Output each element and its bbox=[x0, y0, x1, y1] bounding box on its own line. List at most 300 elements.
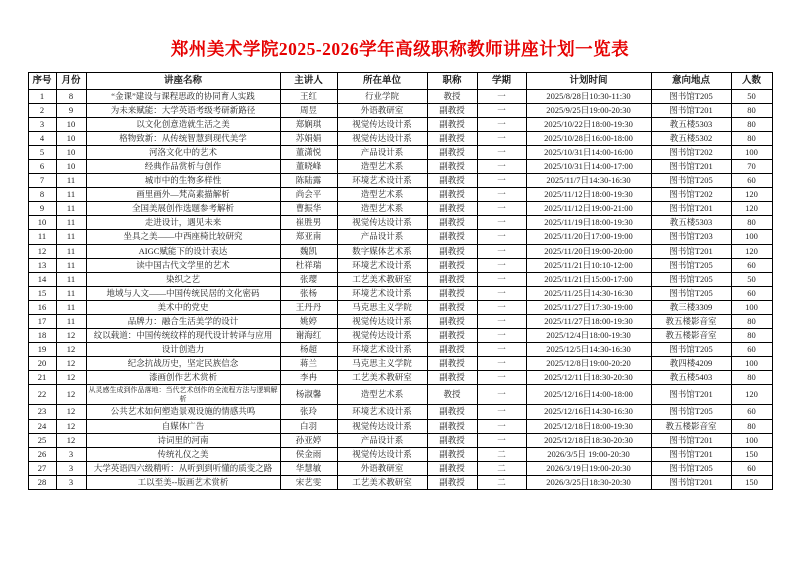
table-cell: 图书馆T205 bbox=[651, 90, 731, 104]
table-cell: 一 bbox=[477, 118, 526, 132]
table-cell: 副教授 bbox=[427, 461, 477, 475]
table-cell: 60 bbox=[731, 258, 772, 272]
table-cell: 副教授 bbox=[427, 447, 477, 461]
table-row bbox=[28, 342, 772, 356]
table-cell: 教授 bbox=[427, 384, 477, 405]
column-header: 人数 bbox=[731, 73, 772, 90]
table-cell: 6 bbox=[28, 160, 56, 174]
table-cell: 11 bbox=[56, 272, 86, 286]
table-cell: 外语教研室 bbox=[337, 104, 427, 118]
table-row bbox=[28, 314, 772, 328]
table-cell: 图书馆T201 bbox=[651, 160, 731, 174]
table-cell: 图书馆T203 bbox=[651, 230, 731, 244]
table-cell: 150 bbox=[731, 447, 772, 461]
table-cell: 视觉传达设计系 bbox=[337, 132, 427, 146]
table-cell: 11 bbox=[56, 216, 86, 230]
table-cell: 视觉传达设计系 bbox=[337, 118, 427, 132]
table-cell: 图书馆T205 bbox=[651, 286, 731, 300]
table-cell: 2025/10/31日14:00-17:00 bbox=[526, 160, 651, 174]
table-cell: 崔胜男 bbox=[280, 216, 337, 230]
table-cell: 二 bbox=[477, 475, 526, 489]
table-cell: 11 bbox=[56, 300, 86, 314]
table-cell: 教授 bbox=[427, 90, 477, 104]
table-cell: 副教授 bbox=[427, 286, 477, 300]
table-cell: 工以至美--版画艺术赏析 bbox=[86, 475, 280, 489]
table-cell: 一 bbox=[477, 314, 526, 328]
table-row bbox=[28, 174, 772, 188]
table-cell: 马克思主义学院 bbox=[337, 356, 427, 370]
table-cell: 教五楼5303 bbox=[651, 216, 731, 230]
table-cell: 公共艺术如何塑造景观设施的情感共鸣 bbox=[86, 405, 280, 419]
table-cell: 副教授 bbox=[427, 146, 477, 160]
table-cell: 造型艺术系 bbox=[337, 384, 427, 405]
table-cell: 周昱 bbox=[280, 104, 337, 118]
table-cell: 纹以载道：中国传统纹样的现代设计转译与应用 bbox=[86, 328, 280, 342]
table-cell: 环境艺术设计系 bbox=[337, 174, 427, 188]
table-cell: 3 bbox=[56, 461, 86, 475]
table-cell: 产品设计系 bbox=[337, 146, 427, 160]
table-cell: 一 bbox=[477, 384, 526, 405]
table-cell: 副教授 bbox=[427, 419, 477, 433]
column-header: 职称 bbox=[427, 73, 477, 90]
table-cell: 白羽 bbox=[280, 419, 337, 433]
column-header: 主讲人 bbox=[280, 73, 337, 90]
table-cell: 一 bbox=[477, 258, 526, 272]
table-cell: 张杨 bbox=[280, 286, 337, 300]
table-cell: 一 bbox=[477, 244, 526, 258]
table-cell: 一 bbox=[477, 272, 526, 286]
table-cell: 郑娴琪 bbox=[280, 118, 337, 132]
table-cell: 一 bbox=[477, 202, 526, 216]
table-cell: 9 bbox=[56, 104, 86, 118]
table-cell: 图书馆T205 bbox=[651, 272, 731, 286]
table-cell: 2025/12/18日18:00-19:30 bbox=[526, 419, 651, 433]
table-cell: 全国美展创作选题参考解析 bbox=[86, 202, 280, 216]
table-cell: 陈陆露 bbox=[280, 174, 337, 188]
table-cell: 副教授 bbox=[427, 342, 477, 356]
table-row bbox=[28, 433, 772, 447]
table-cell: 120 bbox=[731, 188, 772, 202]
table-row bbox=[28, 356, 772, 370]
table-cell: 河洛文化中的艺术 bbox=[86, 146, 280, 160]
table-cell: 一 bbox=[477, 104, 526, 118]
table-row bbox=[28, 202, 772, 216]
table-cell: 董晓峰 bbox=[280, 160, 337, 174]
table-cell: 造型艺术系 bbox=[337, 160, 427, 174]
table-cell: 2025/12/11日18:30-20:30 bbox=[526, 370, 651, 384]
table-cell: 一 bbox=[477, 342, 526, 356]
table-cell: 13 bbox=[28, 258, 56, 272]
table-cell: 传统礼仪之美 bbox=[86, 447, 280, 461]
table-cell: 3 bbox=[56, 475, 86, 489]
table-cell: 副教授 bbox=[427, 272, 477, 286]
table-cell: 100 bbox=[731, 356, 772, 370]
table-cell: 一 bbox=[477, 356, 526, 370]
table-cell: 一 bbox=[477, 328, 526, 342]
table-cell: 2025/12/18日18:30-20:30 bbox=[526, 433, 651, 447]
table-cell: 姚婷 bbox=[280, 314, 337, 328]
table-cell: 17 bbox=[28, 314, 56, 328]
table-cell: 副教授 bbox=[427, 300, 477, 314]
table-row bbox=[28, 258, 772, 272]
table-cell: 80 bbox=[731, 118, 772, 132]
table-cell: 谢海红 bbox=[280, 328, 337, 342]
table-row bbox=[28, 328, 772, 342]
table-cell: 环境艺术设计系 bbox=[337, 405, 427, 419]
table-cell: 董潇悦 bbox=[280, 146, 337, 160]
table-cell: 行业学院 bbox=[337, 90, 427, 104]
table-cell: 一 bbox=[477, 216, 526, 230]
table-cell: 2025/10/31日14:00-16:00 bbox=[526, 146, 651, 160]
table-cell: 坐具之美——中西座椅比较研究 bbox=[86, 230, 280, 244]
table-cell: 12 bbox=[56, 433, 86, 447]
table-cell: 杨超 bbox=[280, 342, 337, 356]
table-cell: 12 bbox=[56, 342, 86, 356]
table-cell: 15 bbox=[28, 286, 56, 300]
table-cell: 视觉传达设计系 bbox=[337, 447, 427, 461]
table-cell: 图书馆T205 bbox=[651, 405, 731, 419]
table-cell: 魏凯 bbox=[280, 244, 337, 258]
table-cell: 12 bbox=[56, 405, 86, 419]
table-cell: 10 bbox=[56, 132, 86, 146]
table-cell: 图书馆T201 bbox=[651, 244, 731, 258]
table-cell: 2025/9/25日19:00-20:30 bbox=[526, 104, 651, 118]
table-cell: 16 bbox=[28, 300, 56, 314]
table-cell: 副教授 bbox=[427, 132, 477, 146]
table-cell: 11 bbox=[56, 258, 86, 272]
table-cell: 9 bbox=[28, 202, 56, 216]
table-cell: 图书馆T201 bbox=[651, 104, 731, 118]
table-row bbox=[28, 216, 772, 230]
table-cell: 环境艺术设计系 bbox=[337, 258, 427, 272]
table-cell: 2 bbox=[28, 104, 56, 118]
table-cell: 2025/10/28日16:00-18:00 bbox=[526, 132, 651, 146]
table-cell: 为未来赋能：大学英语考级考研新路径 bbox=[86, 104, 280, 118]
table-cell: 副教授 bbox=[427, 314, 477, 328]
table-cell: 一 bbox=[477, 300, 526, 314]
table-cell: 一 bbox=[477, 146, 526, 160]
table-cell: 2025/11/27日17:30-19:00 bbox=[526, 300, 651, 314]
table-cell: 副教授 bbox=[427, 258, 477, 272]
table-cell: 4 bbox=[28, 132, 56, 146]
table-row bbox=[28, 230, 772, 244]
table-cell: 2025/12/5日14:30-16:30 bbox=[526, 342, 651, 356]
table-cell: 教五楼5302 bbox=[651, 132, 731, 146]
column-header: 所在单位 bbox=[337, 73, 427, 90]
table-cell: 副教授 bbox=[427, 230, 477, 244]
table-cell: 2025/12/16日14:30-16:30 bbox=[526, 405, 651, 419]
column-header: 月份 bbox=[56, 73, 86, 90]
column-header: 学期 bbox=[477, 73, 526, 90]
table-cell: 24 bbox=[28, 419, 56, 433]
table-cell: 漆画创作艺术赏析 bbox=[86, 370, 280, 384]
table-cell: 80 bbox=[731, 216, 772, 230]
table-cell: 12 bbox=[56, 328, 86, 342]
table-cell: 二 bbox=[477, 461, 526, 475]
table-cell: 工艺美术教研室 bbox=[337, 370, 427, 384]
table-cell: 副教授 bbox=[427, 118, 477, 132]
table-row bbox=[28, 370, 772, 384]
table-cell: 造型艺术系 bbox=[337, 202, 427, 216]
table-cell: 图书馆T205 bbox=[651, 258, 731, 272]
table-cell: 50 bbox=[731, 272, 772, 286]
table-cell: 60 bbox=[731, 174, 772, 188]
table-cell: 副教授 bbox=[427, 104, 477, 118]
table-row bbox=[28, 272, 772, 286]
table-cell: AIGC赋能下的设计表达 bbox=[86, 244, 280, 258]
table-cell: 11 bbox=[56, 286, 86, 300]
lecture-schedule-table bbox=[28, 72, 773, 490]
table-cell: 副教授 bbox=[427, 433, 477, 447]
table-cell: 50 bbox=[731, 90, 772, 104]
column-header: 序号 bbox=[28, 73, 56, 90]
table-cell: 孙亚婷 bbox=[280, 433, 337, 447]
table-cell: 副教授 bbox=[427, 188, 477, 202]
table-cell: 一 bbox=[477, 174, 526, 188]
table-row bbox=[28, 132, 772, 146]
table-cell: 11 bbox=[56, 230, 86, 244]
table-cell: 12 bbox=[56, 356, 86, 370]
table-cell: 22 bbox=[28, 384, 56, 405]
table-cell: 2025/11/19日18:00-19:30 bbox=[526, 216, 651, 230]
table-cell: 10 bbox=[56, 118, 86, 132]
table-cell: 2025/11/27日18:00-19:30 bbox=[526, 314, 651, 328]
table-row bbox=[28, 90, 772, 104]
table-cell: 一 bbox=[477, 433, 526, 447]
table-cell: 23 bbox=[28, 405, 56, 419]
table-cell: 蒋兰 bbox=[280, 356, 337, 370]
table-cell: 产品设计系 bbox=[337, 230, 427, 244]
table-cell: 19 bbox=[28, 342, 56, 356]
table-cell: 工艺美术教研室 bbox=[337, 272, 427, 286]
table-cell: 150 bbox=[731, 475, 772, 489]
table-cell: 教三楼3309 bbox=[651, 300, 731, 314]
table-cell: 2026/3/19日19:00-20:30 bbox=[526, 461, 651, 475]
table-cell: 以文化创意造就生活之美 bbox=[86, 118, 280, 132]
table-cell: 10 bbox=[56, 160, 86, 174]
table-cell: 120 bbox=[731, 384, 772, 405]
table-cell: 杨淑馨 bbox=[280, 384, 337, 405]
table-cell: 2026/3/5日 19:00-20:30 bbox=[526, 447, 651, 461]
table-cell: 2025/12/4日18:00-19:30 bbox=[526, 328, 651, 342]
table-cell: “金课”建设与课程思政的协同育人实践 bbox=[86, 90, 280, 104]
table-cell: 图书馆T201 bbox=[651, 202, 731, 216]
table-cell: 王红 bbox=[280, 90, 337, 104]
table-cell: 8 bbox=[28, 188, 56, 202]
table-cell: 苏娟娟 bbox=[280, 132, 337, 146]
table-cell: 18 bbox=[28, 328, 56, 342]
table-cell: 14 bbox=[28, 272, 56, 286]
table-cell: 副教授 bbox=[427, 405, 477, 419]
table-cell: 80 bbox=[731, 104, 772, 118]
table-cell: 2025/10/22日18:00-19:30 bbox=[526, 118, 651, 132]
table-cell: 3 bbox=[56, 447, 86, 461]
table-row bbox=[28, 286, 772, 300]
table-cell: 图书馆T205 bbox=[651, 461, 731, 475]
table-cell: 20 bbox=[28, 356, 56, 370]
table-row bbox=[28, 300, 772, 314]
table-cell: 一 bbox=[477, 286, 526, 300]
table-cell: 图书馆T201 bbox=[651, 433, 731, 447]
table-cell: 11 bbox=[56, 188, 86, 202]
table-cell: 10 bbox=[28, 216, 56, 230]
table-cell: 张璎 bbox=[280, 272, 337, 286]
table-cell: 25 bbox=[28, 433, 56, 447]
page-title: 郑州美术学院2025-2026学年高级职称教师讲座计划一览表 bbox=[170, 39, 630, 59]
table-cell: 一 bbox=[477, 188, 526, 202]
table-cell: 8 bbox=[56, 90, 86, 104]
table-cell: 教五楼影音室 bbox=[651, 419, 731, 433]
table-cell: 教五楼影音室 bbox=[651, 314, 731, 328]
table-cell: 100 bbox=[731, 146, 772, 160]
table-cell: 工艺美术教研室 bbox=[337, 475, 427, 489]
table-cell: 60 bbox=[731, 342, 772, 356]
table-cell: 70 bbox=[731, 160, 772, 174]
table-cell: 11 bbox=[56, 314, 86, 328]
column-header: 意向地点 bbox=[651, 73, 731, 90]
table-cell: 视觉传达设计系 bbox=[337, 314, 427, 328]
table-cell: 60 bbox=[731, 461, 772, 475]
table-cell: 10 bbox=[56, 146, 86, 160]
table-cell: 视觉传达设计系 bbox=[337, 328, 427, 342]
table-cell: 12 bbox=[28, 244, 56, 258]
table-cell: 诗词里的河南 bbox=[86, 433, 280, 447]
table-cell: 尚会平 bbox=[280, 188, 337, 202]
table-cell: 二 bbox=[477, 447, 526, 461]
table-cell: 教五楼5303 bbox=[651, 118, 731, 132]
table-row bbox=[28, 118, 772, 132]
table-cell: 80 bbox=[731, 370, 772, 384]
table-row bbox=[28, 405, 772, 419]
table-cell: 21 bbox=[28, 370, 56, 384]
table-cell: 2025/11/21日15:00-17:00 bbox=[526, 272, 651, 286]
table-cell: 2025/12/8日19:00-20:20 bbox=[526, 356, 651, 370]
table-cell: 副教授 bbox=[427, 174, 477, 188]
table-row bbox=[28, 419, 772, 433]
table-cell: 2025/11/21日10:10-12:00 bbox=[526, 258, 651, 272]
table-cell: 副教授 bbox=[427, 160, 477, 174]
table-cell: 王丹丹 bbox=[280, 300, 337, 314]
table-cell: 60 bbox=[731, 286, 772, 300]
table-cell: 图书馆T201 bbox=[651, 447, 731, 461]
table-cell: 曹振华 bbox=[280, 202, 337, 216]
table-cell: 华慧敏 bbox=[280, 461, 337, 475]
table-cell: 一 bbox=[477, 160, 526, 174]
table-cell: 11 bbox=[56, 244, 86, 258]
table-row bbox=[28, 475, 772, 489]
table-row bbox=[28, 104, 772, 118]
table-cell: 环境艺术设计系 bbox=[337, 286, 427, 300]
table-cell: 28 bbox=[28, 475, 56, 489]
table-cell: 图书馆T201 bbox=[651, 475, 731, 489]
table-cell: 造型艺术系 bbox=[337, 188, 427, 202]
table-cell: 侯金雨 bbox=[280, 447, 337, 461]
table-cell: 副教授 bbox=[427, 356, 477, 370]
table-cell: 80 bbox=[731, 419, 772, 433]
table-cell: 100 bbox=[731, 433, 772, 447]
table-cell: 一 bbox=[477, 230, 526, 244]
table-cell: 环境艺术设计系 bbox=[337, 342, 427, 356]
table-cell: 经典作品赏析与创作 bbox=[86, 160, 280, 174]
column-header: 计划时间 bbox=[526, 73, 651, 90]
table-cell: 产品设计系 bbox=[337, 433, 427, 447]
table-cell: 读中国古代文学里的艺术 bbox=[86, 258, 280, 272]
table-cell: 从灵感生成到作品落地：当代艺术创作的全流程方法与逻辑解析 bbox=[86, 384, 280, 405]
table-cell: 城市中的生物多样性 bbox=[86, 174, 280, 188]
table-cell: 12 bbox=[56, 384, 86, 405]
table-cell: 图书馆T205 bbox=[651, 342, 731, 356]
table-cell: 图书馆T202 bbox=[651, 146, 731, 160]
table-cell: 副教授 bbox=[427, 328, 477, 342]
table-cell: 80 bbox=[731, 314, 772, 328]
table-cell: 11 bbox=[56, 202, 86, 216]
table-cell: 120 bbox=[731, 244, 772, 258]
table-cell: 教五楼影音室 bbox=[651, 328, 731, 342]
table-row bbox=[28, 188, 772, 202]
table-cell: 设计创造力 bbox=[86, 342, 280, 356]
table-cell: 100 bbox=[731, 230, 772, 244]
table-cell: 120 bbox=[731, 202, 772, 216]
table-cell: 教五楼5403 bbox=[651, 370, 731, 384]
table-cell: 地域与人文——中国传统民居的文化密码 bbox=[86, 286, 280, 300]
table-cell: 郑亚南 bbox=[280, 230, 337, 244]
table-cell: 一 bbox=[477, 370, 526, 384]
table-cell: 2025/11/20日17:00-19:00 bbox=[526, 230, 651, 244]
table-cell: 杜祥瑞 bbox=[280, 258, 337, 272]
table-cell: 自媒体广告 bbox=[86, 419, 280, 433]
table-cell: 宋艺雯 bbox=[280, 475, 337, 489]
table-cell: 5 bbox=[28, 146, 56, 160]
table-cell: 品牌力：融合生活美学的设计 bbox=[86, 314, 280, 328]
table-row bbox=[28, 244, 772, 258]
table-cell: 2025/11/12日18:00-19:30 bbox=[526, 188, 651, 202]
table-cell: 马克思主义学院 bbox=[337, 300, 427, 314]
table-cell: 张玲 bbox=[280, 405, 337, 419]
table-row bbox=[28, 146, 772, 160]
table-body bbox=[28, 90, 772, 490]
table-cell: 12 bbox=[56, 370, 86, 384]
table-cell: 60 bbox=[731, 405, 772, 419]
table-cell: 大学英语四六级精听：从听到到听懂的质变之路 bbox=[86, 461, 280, 475]
table-cell: 纪念抗战历史，坚定民族信念 bbox=[86, 356, 280, 370]
table-cell: 80 bbox=[731, 132, 772, 146]
column-header: 讲座名称 bbox=[86, 73, 280, 90]
table-cell: 7 bbox=[28, 174, 56, 188]
table-cell: 2025/11/12日19:00-21:00 bbox=[526, 202, 651, 216]
table-cell: 教四楼4209 bbox=[651, 356, 731, 370]
table-cell: 一 bbox=[477, 90, 526, 104]
table-cell: 外语教研室 bbox=[337, 461, 427, 475]
table-cell: 一 bbox=[477, 132, 526, 146]
table-cell: 11 bbox=[28, 230, 56, 244]
table-cell: 26 bbox=[28, 447, 56, 461]
table-cell: 数字媒体艺术系 bbox=[337, 244, 427, 258]
table-cell: 80 bbox=[731, 328, 772, 342]
table-cell: 2025/8/28日10:30-11:30 bbox=[526, 90, 651, 104]
table-cell: 副教授 bbox=[427, 370, 477, 384]
table-cell: 图书馆T201 bbox=[651, 384, 731, 405]
table-cell: 图书馆T202 bbox=[651, 188, 731, 202]
table-cell: 3 bbox=[28, 118, 56, 132]
table-cell: 一 bbox=[477, 405, 526, 419]
table-cell: 1 bbox=[28, 90, 56, 104]
table-cell: 李冉 bbox=[280, 370, 337, 384]
table-cell: 画里画外—梵高素描解析 bbox=[86, 188, 280, 202]
table-row bbox=[28, 384, 772, 405]
table-cell: 2026/3/25日18:30-20:30 bbox=[526, 475, 651, 489]
table-cell: 副教授 bbox=[427, 475, 477, 489]
table-cell: 2025/11/7日14:30-16:30 bbox=[526, 174, 651, 188]
